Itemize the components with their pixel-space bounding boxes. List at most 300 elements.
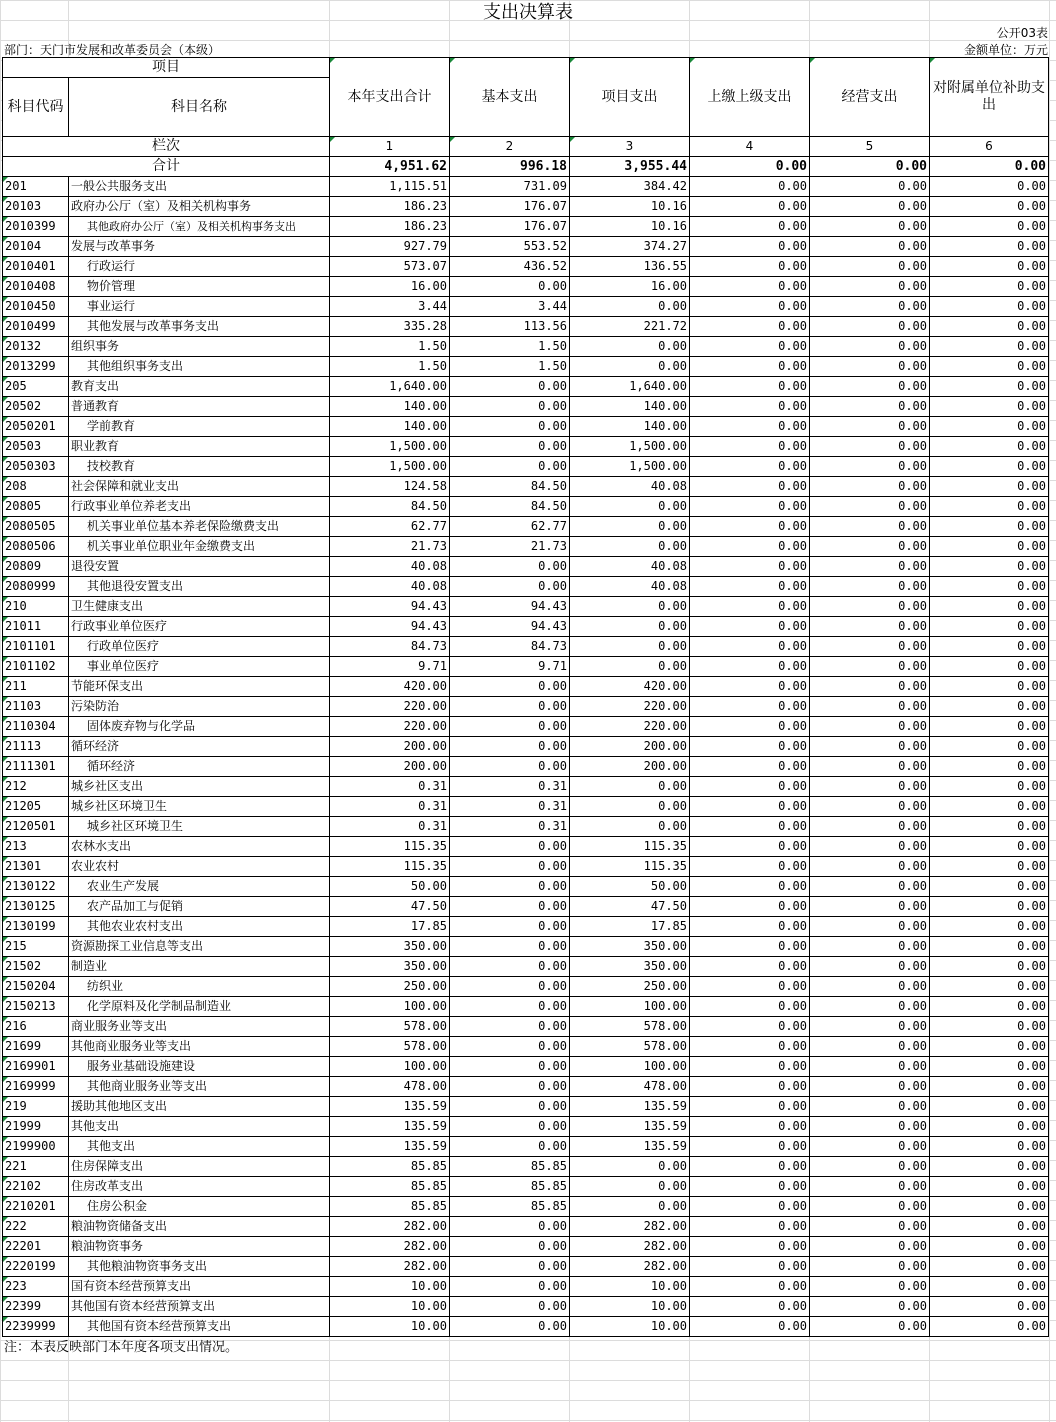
amount-cell[interactable]: 94.43 xyxy=(450,597,570,617)
amount-cell[interactable]: 0.00 xyxy=(810,237,930,257)
subject-code-cell[interactable]: 21205 xyxy=(3,797,69,817)
subject-code-cell[interactable]: 20132 xyxy=(3,337,69,357)
subject-code-cell[interactable]: 2080999 xyxy=(3,577,69,597)
amount-cell[interactable]: 0.00 xyxy=(450,737,570,757)
subject-name-cell[interactable]: 卫生健康支出 xyxy=(69,597,330,617)
amount-cell[interactable]: 0.00 xyxy=(930,817,1049,837)
subject-name-cell[interactable]: 粮油物资储备支出 xyxy=(69,1217,330,1237)
subject-code-cell[interactable]: 21103 xyxy=(3,697,69,717)
subject-code-cell[interactable]: 2010408 xyxy=(3,277,69,297)
amount-cell[interactable]: 0.00 xyxy=(930,757,1049,777)
amount-cell[interactable]: 140.00 xyxy=(330,397,450,417)
amount-cell[interactable]: 0.00 xyxy=(690,637,810,657)
subject-name-cell[interactable]: 其他农业农村支出 xyxy=(69,917,330,937)
amount-cell[interactable]: 0.00 xyxy=(810,337,930,357)
amount-cell[interactable]: 0.00 xyxy=(690,657,810,677)
amount-cell[interactable]: 1.50 xyxy=(330,357,450,377)
amount-cell[interactable]: 200.00 xyxy=(330,757,450,777)
amount-cell[interactable]: 0.00 xyxy=(570,657,690,677)
amount-cell[interactable]: 10.00 xyxy=(330,1317,450,1337)
amount-cell[interactable]: 0.00 xyxy=(810,197,930,217)
amount-cell[interactable]: 221.72 xyxy=(570,317,690,337)
amount-cell[interactable]: 0.00 xyxy=(450,417,570,437)
amount-cell[interactable]: 0.00 xyxy=(450,1017,570,1037)
amount-cell[interactable]: 1.50 xyxy=(450,337,570,357)
subject-name-cell[interactable]: 其他商业服务业等支出 xyxy=(69,1037,330,1057)
amount-cell[interactable]: 0.00 xyxy=(690,1317,810,1337)
amount-cell[interactable]: 135.59 xyxy=(330,1117,450,1137)
subject-name-cell[interactable]: 其他政府办公厅（室）及相关机构事务支出 xyxy=(69,217,330,237)
subject-name-cell[interactable]: 污染防治 xyxy=(69,697,330,717)
amount-cell[interactable]: 0.00 xyxy=(810,837,930,857)
seq-cell[interactable]: 5 xyxy=(810,137,930,157)
amount-cell[interactable]: 0.00 xyxy=(930,1237,1049,1257)
subject-code-cell[interactable]: 2050201 xyxy=(3,417,69,437)
amount-cell[interactable]: 0.00 xyxy=(690,277,810,297)
amount-cell[interactable]: 0.00 xyxy=(810,1037,930,1057)
amount-cell[interactable]: 40.08 xyxy=(570,477,690,497)
amount-cell[interactable]: 0.00 xyxy=(690,537,810,557)
subject-code-cell[interactable]: 2130199 xyxy=(3,917,69,937)
amount-cell[interactable]: 0.00 xyxy=(930,897,1049,917)
subject-name-cell[interactable]: 循环经济 xyxy=(69,737,330,757)
amount-cell[interactable]: 420.00 xyxy=(330,677,450,697)
col-project-header[interactable]: 项目支出 xyxy=(570,58,690,137)
amount-cell[interactable]: 140.00 xyxy=(570,397,690,417)
amount-cell[interactable]: 0.00 xyxy=(930,537,1049,557)
amount-cell[interactable]: 0.00 xyxy=(810,217,930,237)
amount-cell[interactable]: 335.28 xyxy=(330,317,450,337)
amount-cell[interactable]: 84.50 xyxy=(450,497,570,517)
total-label[interactable]: 合计 xyxy=(3,157,330,177)
amount-cell[interactable]: 374.27 xyxy=(570,237,690,257)
amount-cell[interactable]: 0.00 xyxy=(690,577,810,597)
subject-code-cell[interactable]: 2080506 xyxy=(3,537,69,557)
subject-code-cell[interactable]: 2010450 xyxy=(3,297,69,317)
subject-code-cell[interactable]: 2239999 xyxy=(3,1317,69,1337)
amount-cell[interactable]: 0.00 xyxy=(810,1217,930,1237)
amount-cell[interactable]: 0.00 xyxy=(930,837,1049,857)
amount-cell[interactable]: 0.00 xyxy=(690,697,810,717)
amount-cell[interactable]: 0.00 xyxy=(690,357,810,377)
subject-name-cell[interactable]: 机关事业单位基本养老保险缴费支出 xyxy=(69,517,330,537)
subject-code-cell[interactable]: 205 xyxy=(3,377,69,397)
amount-cell[interactable]: 0.00 xyxy=(930,277,1049,297)
amount-cell[interactable]: 0.00 xyxy=(930,377,1049,397)
amount-cell[interactable]: 220.00 xyxy=(330,717,450,737)
amount-cell[interactable]: 0.00 xyxy=(930,557,1049,577)
amount-cell[interactable]: 0.00 xyxy=(930,577,1049,597)
amount-cell[interactable]: 0.00 xyxy=(810,1257,930,1277)
subject-name-cell[interactable]: 行政单位医疗 xyxy=(69,637,330,657)
subject-code-cell[interactable]: 20503 xyxy=(3,437,69,457)
amount-cell[interactable]: 0.00 xyxy=(690,557,810,577)
amount-cell[interactable]: 186.23 xyxy=(330,217,450,237)
subject-name-cell[interactable]: 化学原料及化学制品制造业 xyxy=(69,997,330,1017)
amount-cell[interactable]: 0.00 xyxy=(930,1137,1049,1157)
amount-cell[interactable]: 250.00 xyxy=(570,977,690,997)
seq-label[interactable]: 栏次 xyxy=(3,137,330,157)
amount-cell[interactable]: 578.00 xyxy=(570,1017,690,1037)
amount-cell[interactable]: 0.00 xyxy=(930,357,1049,377)
amount-cell[interactable]: 10.00 xyxy=(330,1297,450,1317)
subject-code-cell[interactable]: 20809 xyxy=(3,557,69,577)
amount-cell[interactable]: 0.00 xyxy=(810,1157,930,1177)
amount-cell[interactable]: 282.00 xyxy=(570,1257,690,1277)
amount-cell[interactable]: 0.00 xyxy=(810,357,930,377)
amount-cell[interactable]: 0.00 xyxy=(450,1277,570,1297)
subject-code-cell[interactable]: 2080505 xyxy=(3,517,69,537)
amount-cell[interactable]: 85.85 xyxy=(330,1157,450,1177)
amount-cell[interactable]: 220.00 xyxy=(570,697,690,717)
amount-cell[interactable]: 282.00 xyxy=(570,1237,690,1257)
amount-cell[interactable]: 420.00 xyxy=(570,677,690,697)
amount-cell[interactable]: 0.00 xyxy=(690,1237,810,1257)
amount-cell[interactable]: 1,640.00 xyxy=(330,377,450,397)
amount-cell[interactable]: 0.00 xyxy=(690,897,810,917)
amount-cell[interactable]: 0.00 xyxy=(690,997,810,1017)
amount-cell[interactable]: 0.31 xyxy=(450,777,570,797)
amount-cell[interactable]: 176.07 xyxy=(450,197,570,217)
amount-cell[interactable]: 0.00 xyxy=(690,817,810,837)
subject-code-cell[interactable]: 20103 xyxy=(3,197,69,217)
amount-cell[interactable]: 0.00 xyxy=(930,1097,1049,1117)
amount-cell[interactable]: 0.00 xyxy=(450,577,570,597)
subject-name-cell[interactable]: 循环经济 xyxy=(69,757,330,777)
amount-cell[interactable]: 0.00 xyxy=(690,1137,810,1157)
amount-cell[interactable]: 478.00 xyxy=(570,1077,690,1097)
subject-name-cell[interactable]: 其他商业服务业等支出 xyxy=(69,1077,330,1097)
amount-cell[interactable]: 0.00 xyxy=(690,1077,810,1097)
amount-cell[interactable]: 0.00 xyxy=(690,837,810,857)
amount-cell[interactable]: 62.77 xyxy=(450,517,570,537)
subject-code-cell[interactable]: 2169999 xyxy=(3,1077,69,1097)
amount-cell[interactable]: 0.00 xyxy=(810,557,930,577)
amount-cell[interactable]: 578.00 xyxy=(330,1017,450,1037)
amount-cell[interactable]: 0.00 xyxy=(570,1157,690,1177)
amount-cell[interactable]: 135.59 xyxy=(570,1117,690,1137)
amount-cell[interactable]: 3.44 xyxy=(330,297,450,317)
subject-code-cell[interactable]: 21699 xyxy=(3,1037,69,1057)
amount-cell[interactable]: 0.00 xyxy=(450,1297,570,1317)
total-cell[interactable]: 0.00 xyxy=(690,157,810,177)
amount-cell[interactable]: 0.00 xyxy=(810,977,930,997)
amount-cell[interactable]: 0.00 xyxy=(450,877,570,897)
amount-cell[interactable]: 0.00 xyxy=(690,797,810,817)
amount-cell[interactable]: 0.00 xyxy=(930,297,1049,317)
amount-cell[interactable]: 0.00 xyxy=(930,1037,1049,1057)
amount-cell[interactable]: 0.00 xyxy=(810,1317,930,1337)
amount-cell[interactable]: 10.00 xyxy=(570,1277,690,1297)
subject-code-cell[interactable]: 20805 xyxy=(3,497,69,517)
amount-cell[interactable]: 0.00 xyxy=(930,1077,1049,1097)
amount-cell[interactable]: 3.44 xyxy=(450,297,570,317)
subject-code-cell[interactable]: 2150213 xyxy=(3,997,69,1017)
amount-cell[interactable]: 0.00 xyxy=(450,1117,570,1137)
amount-cell[interactable]: 0.00 xyxy=(570,497,690,517)
subject-code-cell[interactable]: 2101102 xyxy=(3,657,69,677)
amount-cell[interactable]: 0.00 xyxy=(810,1057,930,1077)
amount-cell[interactable]: 10.00 xyxy=(570,1317,690,1337)
subject-name-cell[interactable]: 其他国有资本经营预算支出 xyxy=(69,1317,330,1337)
subject-code-cell[interactable]: 223 xyxy=(3,1277,69,1297)
amount-cell[interactable]: 0.00 xyxy=(690,1017,810,1037)
amount-cell[interactable]: 384.42 xyxy=(570,177,690,197)
amount-cell[interactable]: 0.00 xyxy=(570,1177,690,1197)
amount-cell[interactable]: 0.00 xyxy=(570,777,690,797)
amount-cell[interactable]: 573.07 xyxy=(330,257,450,277)
amount-cell[interactable]: 578.00 xyxy=(570,1037,690,1057)
subject-name-cell[interactable]: 行政运行 xyxy=(69,257,330,277)
amount-cell[interactable]: 0.00 xyxy=(450,837,570,857)
amount-cell[interactable]: 0.00 xyxy=(810,417,930,437)
amount-cell[interactable]: 0.00 xyxy=(930,337,1049,357)
amount-cell[interactable]: 17.85 xyxy=(570,917,690,937)
subject-code-cell[interactable]: 215 xyxy=(3,937,69,957)
amount-cell[interactable]: 0.00 xyxy=(570,797,690,817)
amount-cell[interactable]: 0.31 xyxy=(330,777,450,797)
subject-name-cell[interactable]: 社会保障和就业支出 xyxy=(69,477,330,497)
amount-cell[interactable]: 0.00 xyxy=(930,237,1049,257)
amount-cell[interactable]: 436.52 xyxy=(450,257,570,277)
subject-name-cell[interactable]: 粮油物资事务 xyxy=(69,1237,330,1257)
subject-name-cell[interactable]: 援助其他地区支出 xyxy=(69,1097,330,1117)
amount-cell[interactable]: 100.00 xyxy=(330,997,450,1017)
seq-cell[interactable]: 3 xyxy=(570,137,690,157)
amount-cell[interactable]: 0.00 xyxy=(690,1297,810,1317)
amount-cell[interactable]: 0.00 xyxy=(810,937,930,957)
amount-cell[interactable]: 9.71 xyxy=(330,657,450,677)
amount-cell[interactable]: 84.73 xyxy=(450,637,570,657)
amount-cell[interactable]: 1,500.00 xyxy=(330,437,450,457)
amount-cell[interactable]: 50.00 xyxy=(330,877,450,897)
amount-cell[interactable]: 84.50 xyxy=(330,497,450,517)
amount-cell[interactable]: 282.00 xyxy=(570,1217,690,1237)
amount-cell[interactable]: 0.00 xyxy=(450,1237,570,1257)
amount-cell[interactable]: 0.00 xyxy=(570,597,690,617)
amount-cell[interactable]: 0.00 xyxy=(930,1317,1049,1337)
amount-cell[interactable]: 350.00 xyxy=(570,937,690,957)
amount-cell[interactable]: 135.59 xyxy=(570,1137,690,1157)
amount-cell[interactable]: 0.00 xyxy=(810,1177,930,1197)
amount-cell[interactable]: 0.00 xyxy=(930,457,1049,477)
amount-cell[interactable]: 0.00 xyxy=(810,957,930,977)
subject-code-cell[interactable]: 2210201 xyxy=(3,1197,69,1217)
subject-code-cell[interactable]: 2169901 xyxy=(3,1057,69,1077)
amount-cell[interactable]: 0.31 xyxy=(330,817,450,837)
subject-name-cell[interactable]: 其他退役安置支出 xyxy=(69,577,330,597)
amount-cell[interactable]: 85.85 xyxy=(450,1197,570,1217)
subject-name-cell[interactable]: 资源勘探工业信息等支出 xyxy=(69,937,330,957)
amount-cell[interactable]: 0.00 xyxy=(450,997,570,1017)
amount-cell[interactable]: 0.00 xyxy=(690,937,810,957)
subject-code-cell[interactable]: 21113 xyxy=(3,737,69,757)
amount-cell[interactable]: 0.00 xyxy=(690,1037,810,1057)
amount-cell[interactable]: 0.00 xyxy=(690,397,810,417)
amount-cell[interactable]: 0.00 xyxy=(930,1177,1049,1197)
amount-cell[interactable]: 124.58 xyxy=(330,477,450,497)
subject-code-cell[interactable]: 221 xyxy=(3,1157,69,1177)
subject-code-cell[interactable]: 210 xyxy=(3,597,69,617)
amount-cell[interactable]: 0.00 xyxy=(930,317,1049,337)
name-header[interactable]: 科目名称 xyxy=(69,78,330,137)
amount-cell[interactable]: 0.00 xyxy=(930,977,1049,997)
amount-cell[interactable]: 16.00 xyxy=(570,277,690,297)
amount-cell[interactable]: 0.00 xyxy=(810,377,930,397)
amount-cell[interactable]: 0.00 xyxy=(930,1277,1049,1297)
subject-code-cell[interactable]: 2120501 xyxy=(3,817,69,837)
amount-cell[interactable]: 10.00 xyxy=(330,1277,450,1297)
amount-cell[interactable]: 0.31 xyxy=(330,797,450,817)
amount-cell[interactable]: 0.00 xyxy=(690,297,810,317)
amount-cell[interactable]: 0.00 xyxy=(810,997,930,1017)
amount-cell[interactable]: 0.00 xyxy=(810,617,930,637)
amount-cell[interactable]: 0.00 xyxy=(690,1057,810,1077)
amount-cell[interactable]: 0.00 xyxy=(690,197,810,217)
amount-cell[interactable]: 94.43 xyxy=(330,617,450,637)
code-header[interactable]: 科目代码 xyxy=(3,78,69,137)
amount-cell[interactable]: 85.85 xyxy=(330,1197,450,1217)
amount-cell[interactable]: 927.79 xyxy=(330,237,450,257)
amount-cell[interactable]: 0.00 xyxy=(570,517,690,537)
total-cell[interactable]: 4,951.62 xyxy=(330,157,450,177)
subject-code-cell[interactable]: 2130125 xyxy=(3,897,69,917)
col-operating-header[interactable]: 经营支出 xyxy=(810,58,930,137)
amount-cell[interactable]: 0.00 xyxy=(690,1197,810,1217)
amount-cell[interactable]: 0.00 xyxy=(690,1117,810,1137)
subject-name-cell[interactable]: 城乡社区环境卫生 xyxy=(69,817,330,837)
amount-cell[interactable]: 0.00 xyxy=(930,177,1049,197)
amount-cell[interactable]: 0.00 xyxy=(810,1097,930,1117)
amount-cell[interactable]: 135.59 xyxy=(570,1097,690,1117)
subject-name-cell[interactable]: 其他支出 xyxy=(69,1137,330,1157)
amount-cell[interactable]: 0.00 xyxy=(810,437,930,457)
amount-cell[interactable]: 0.00 xyxy=(810,1277,930,1297)
subject-name-cell[interactable]: 农业农村 xyxy=(69,857,330,877)
amount-cell[interactable]: 0.00 xyxy=(930,1157,1049,1177)
amount-cell[interactable]: 176.07 xyxy=(450,217,570,237)
subject-name-cell[interactable]: 发展与改革事务 xyxy=(69,237,330,257)
amount-cell[interactable]: 0.00 xyxy=(930,857,1049,877)
amount-cell[interactable]: 0.00 xyxy=(690,257,810,277)
amount-cell[interactable]: 0.00 xyxy=(690,497,810,517)
subject-code-cell[interactable]: 2220199 xyxy=(3,1257,69,1277)
amount-cell[interactable]: 0.00 xyxy=(810,1197,930,1217)
subject-code-cell[interactable]: 211 xyxy=(3,677,69,697)
total-cell[interactable]: 3,955.44 xyxy=(570,157,690,177)
amount-cell[interactable]: 85.85 xyxy=(450,1177,570,1197)
amount-cell[interactable]: 0.00 xyxy=(450,277,570,297)
subject-code-cell[interactable]: 22201 xyxy=(3,1237,69,1257)
amount-cell[interactable]: 0.00 xyxy=(690,1277,810,1297)
amount-cell[interactable]: 0.00 xyxy=(570,817,690,837)
amount-cell[interactable]: 0.00 xyxy=(450,937,570,957)
amount-cell[interactable]: 0.00 xyxy=(450,917,570,937)
amount-cell[interactable]: 0.00 xyxy=(570,357,690,377)
amount-cell[interactable]: 0.00 xyxy=(690,917,810,937)
amount-cell[interactable]: 0.00 xyxy=(810,1117,930,1137)
amount-cell[interactable]: 0.00 xyxy=(690,977,810,997)
amount-cell[interactable]: 0.00 xyxy=(570,1197,690,1217)
amount-cell[interactable]: 0.00 xyxy=(690,857,810,877)
amount-cell[interactable]: 50.00 xyxy=(570,877,690,897)
subject-code-cell[interactable]: 2010499 xyxy=(3,317,69,337)
total-cell[interactable]: 0.00 xyxy=(930,157,1049,177)
amount-cell[interactable]: 0.00 xyxy=(810,697,930,717)
amount-cell[interactable]: 0.00 xyxy=(690,677,810,697)
amount-cell[interactable]: 0.00 xyxy=(930,437,1049,457)
amount-cell[interactable]: 0.00 xyxy=(450,1037,570,1057)
amount-cell[interactable]: 0.00 xyxy=(930,797,1049,817)
amount-cell[interactable]: 94.43 xyxy=(450,617,570,637)
subject-name-cell[interactable]: 其他支出 xyxy=(69,1117,330,1137)
amount-cell[interactable]: 0.00 xyxy=(930,477,1049,497)
amount-cell[interactable]: 731.09 xyxy=(450,177,570,197)
amount-cell[interactable]: 0.00 xyxy=(810,577,930,597)
amount-cell[interactable]: 0.00 xyxy=(810,477,930,497)
amount-cell[interactable]: 0.00 xyxy=(930,397,1049,417)
amount-cell[interactable]: 0.00 xyxy=(930,497,1049,517)
amount-cell[interactable]: 0.00 xyxy=(810,257,930,277)
amount-cell[interactable]: 0.00 xyxy=(810,597,930,617)
subject-code-cell[interactable]: 21502 xyxy=(3,957,69,977)
amount-cell[interactable]: 115.35 xyxy=(330,837,450,857)
subject-name-cell[interactable]: 事业单位医疗 xyxy=(69,657,330,677)
amount-cell[interactable]: 0.00 xyxy=(690,437,810,457)
amount-cell[interactable]: 200.00 xyxy=(330,737,450,757)
subject-name-cell[interactable]: 住房保障支出 xyxy=(69,1157,330,1177)
amount-cell[interactable]: 0.00 xyxy=(450,1217,570,1237)
seq-cell[interactable]: 1 xyxy=(330,137,450,157)
amount-cell[interactable]: 0.00 xyxy=(450,1097,570,1117)
subject-name-cell[interactable]: 其他发展与改革事务支出 xyxy=(69,317,330,337)
amount-cell[interactable]: 0.00 xyxy=(930,677,1049,697)
amount-cell[interactable]: 0.00 xyxy=(690,177,810,197)
amount-cell[interactable]: 113.56 xyxy=(450,317,570,337)
subject-name-cell[interactable]: 退役安置 xyxy=(69,557,330,577)
subject-name-cell[interactable]: 其他组织事务支出 xyxy=(69,357,330,377)
amount-cell[interactable]: 0.00 xyxy=(930,717,1049,737)
amount-cell[interactable]: 0.00 xyxy=(930,617,1049,637)
subject-code-cell[interactable]: 2199900 xyxy=(3,1137,69,1157)
amount-cell[interactable]: 0.00 xyxy=(690,237,810,257)
amount-cell[interactable]: 282.00 xyxy=(330,1217,450,1237)
amount-cell[interactable]: 0.00 xyxy=(930,777,1049,797)
subject-name-cell[interactable]: 物价管理 xyxy=(69,277,330,297)
subject-name-cell[interactable]: 节能环保支出 xyxy=(69,677,330,697)
amount-cell[interactable]: 140.00 xyxy=(570,417,690,437)
col-basic-header[interactable]: 基本支出 xyxy=(450,58,570,137)
amount-cell[interactable]: 0.00 xyxy=(810,757,930,777)
subject-name-cell[interactable]: 城乡社区支出 xyxy=(69,777,330,797)
subject-code-cell[interactable]: 216 xyxy=(3,1017,69,1037)
amount-cell[interactable]: 0.00 xyxy=(930,1197,1049,1217)
amount-cell[interactable]: 0.00 xyxy=(930,517,1049,537)
amount-cell[interactable]: 100.00 xyxy=(570,997,690,1017)
amount-cell[interactable]: 0.00 xyxy=(690,477,810,497)
subject-name-cell[interactable]: 农林水支出 xyxy=(69,837,330,857)
amount-cell[interactable]: 0.00 xyxy=(810,1237,930,1257)
amount-cell[interactable]: 0.00 xyxy=(690,1097,810,1117)
seq-cell[interactable]: 6 xyxy=(930,137,1049,157)
amount-cell[interactable]: 135.59 xyxy=(330,1097,450,1117)
subject-name-cell[interactable]: 机关事业单位职业年金缴费支出 xyxy=(69,537,330,557)
amount-cell[interactable]: 0.00 xyxy=(450,977,570,997)
amount-cell[interactable]: 94.43 xyxy=(330,597,450,617)
amount-cell[interactable]: 0.00 xyxy=(450,1077,570,1097)
amount-cell[interactable]: 0.00 xyxy=(450,1257,570,1277)
amount-cell[interactable]: 0.00 xyxy=(690,457,810,477)
